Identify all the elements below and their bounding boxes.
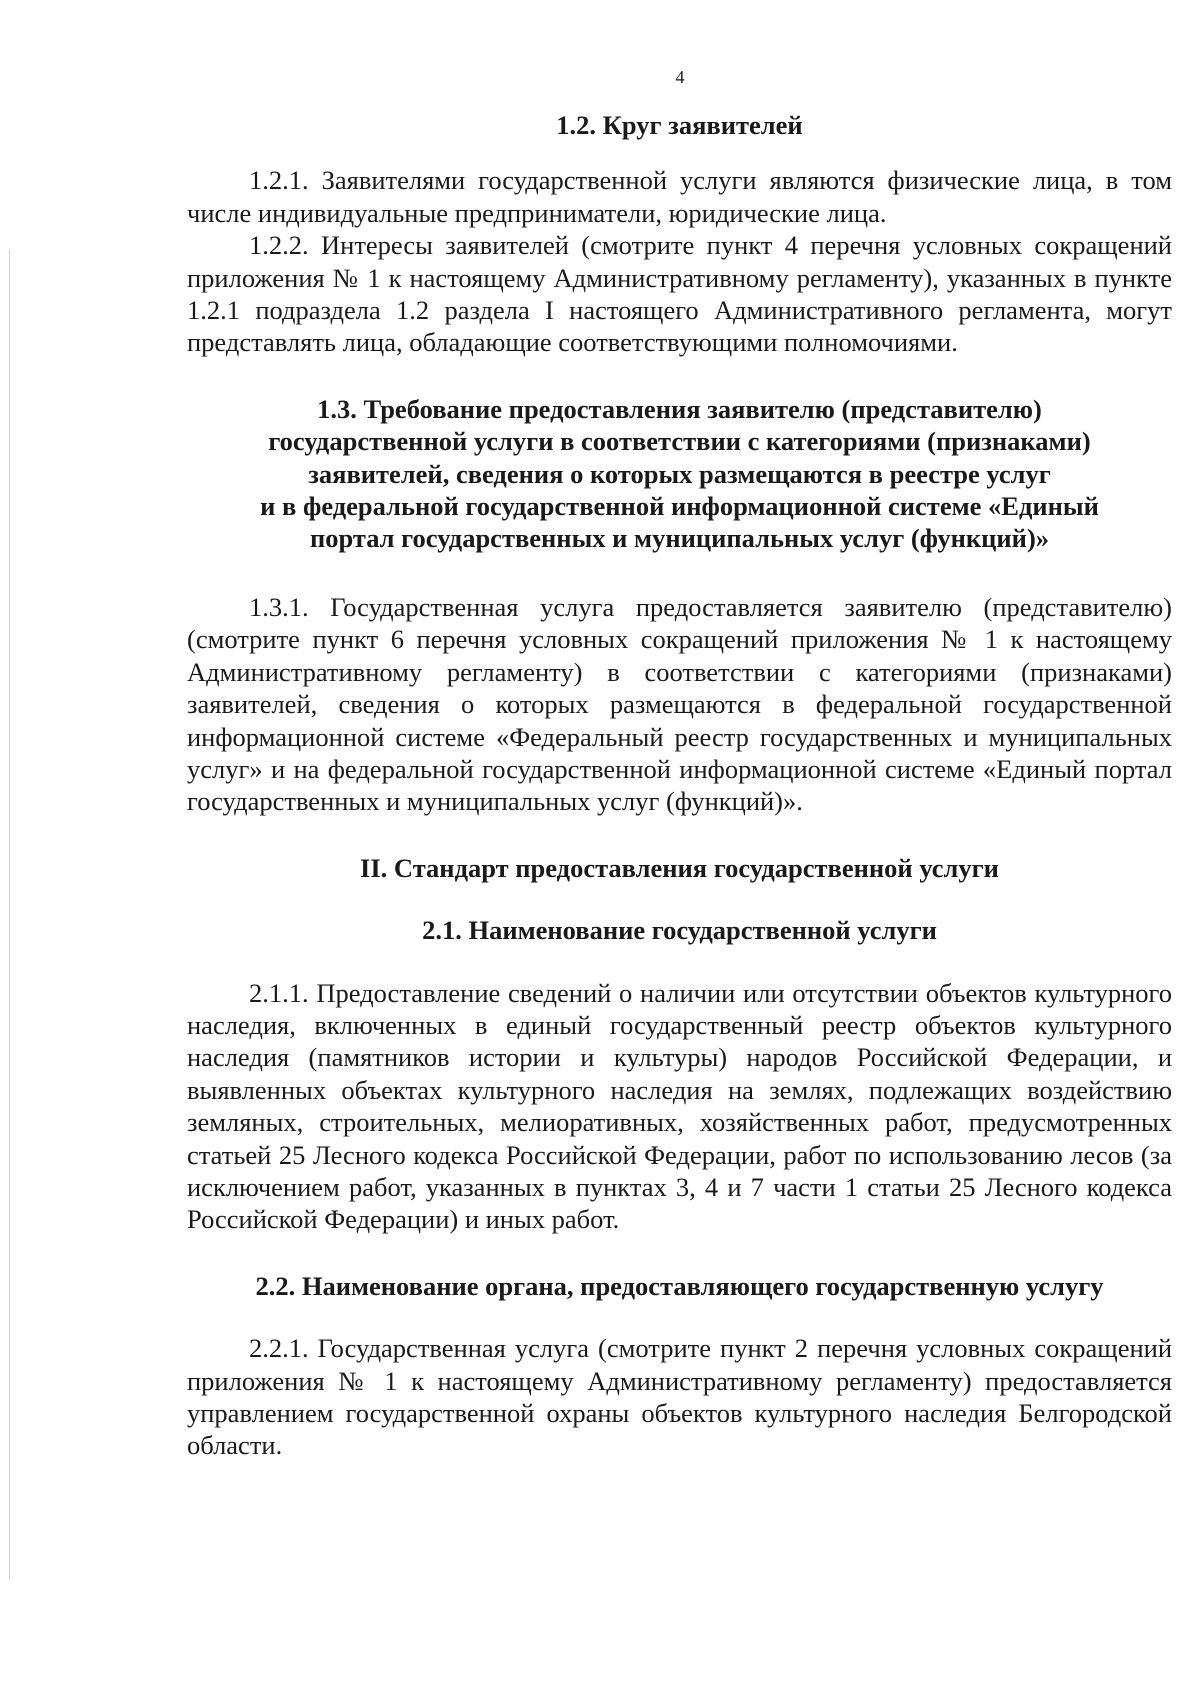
section-heading-1-3-line: 1.3. Требование предоставления заявителю (представителю)	[317, 393, 1042, 424]
section-heading-ii: II. Стандарт предоставления государственной услуги	[360, 852, 999, 883]
section-heading-2-1: 2.1. Наименование государственной услуги	[422, 915, 937, 946]
section-heading-1-2: 1.2. Круг заявителей	[556, 110, 803, 140]
paragraph-1-3-1: 1.3.1. Государственная услуга предоставляется заявителю (представителю) (смотрите пункт 6 перечня условных сокращений приложения № 1 к настоящему Административному регламенту) в соответствии с категориями (признаками) заявителей, сведения о которых размещаются в федеральной государственной информационной системе «Федеральный реестр государственных и муниципальных услуг» и на федеральной государственной информационной системе «Единый портал государственных и муниципальных услуг (функций)».	[187, 591, 1172, 817]
scan-edge-line	[9, 250, 10, 1580]
page-content	[187, 109, 1172, 1462]
section-heading-1-3	[187, 393, 1172, 555]
section-heading-1-3-line: портал государственных и муниципальных услуг (функций)»	[309, 523, 1050, 554]
section-heading-2-2: 2.2. Наименование органа, предоставляющего государственную услугу	[255, 1270, 1104, 1301]
paragraph-1-2-2: 1.2.2. Интересы заявителей (смотрите пункт 4 перечня условных сокращений приложения № 1 к настоящему Административному регламенту), указанных в пункте 1.2.1 подраздела 1.2 раздела I настоящего Административного регламента, могут представлять лица, обладающие соответствующими полномочиями.	[187, 230, 1172, 358]
page-number: 4	[675, 67, 685, 87]
section-heading-1-3-line: заявителей, сведения о которых размещаются в реестре услуг	[308, 458, 1051, 489]
section-heading-1-3-line: и в федеральной государственной информационной системе «Единый	[260, 491, 1099, 522]
paragraph-1-2-1: 1.2.1. Заявителями государственной услуги являются физические лица, в том числе индивидуальные предприниматели, юридические лица.	[187, 165, 1172, 228]
paragraph-2-2-1: 2.2.1. Государственная услуга (смотрите пункт 2 перечня условных сокращений приложения № 1 к настоящему Административному регламенту) предоставляется управлением государственной охраны объектов культурного наследия Белгородской области.	[187, 1333, 1172, 1461]
paragraph-2-1-1: 2.1.1. Предоставление сведений о наличии или отсутствии объектов культурного наследия, включенных в единый государственный реестр объектов культурного наследия (памятников истории и культуры) народов Российской Федерации, и выявленных объектах культурного наследия на землях, подлежащих воздействию земляных, строительных, мелиоративных, хозяйственных работ, предусмотренных статьей 25 Лесного кодекса Российской Федерации, работ по использованию лесов (за исключением работ, указанных в пунктах 3, 4 и 7 части 1 статьи 25 Лесного кодекса Российской Федерации) и иных работ.	[187, 977, 1172, 1235]
section-heading-1-3-line: государственной услуги в соответствии с категориями (признаками)	[268, 426, 1091, 457]
